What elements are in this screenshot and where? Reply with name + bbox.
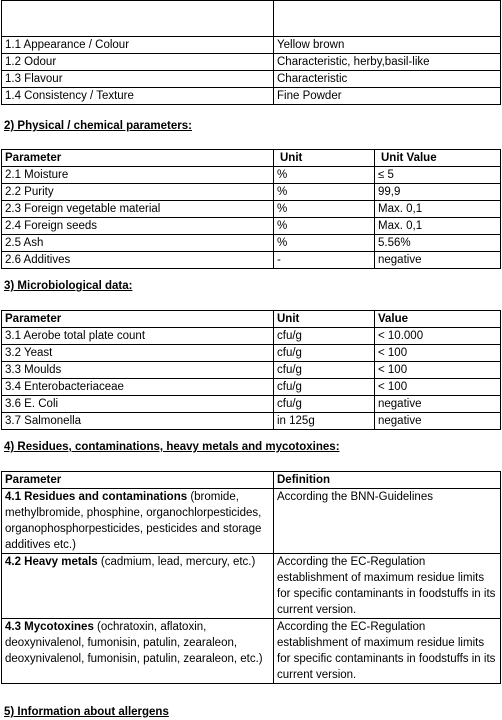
table-row [2, 554, 501, 619]
column-header: Unit [274, 150, 375, 167]
value-cell: < 10.000 [375, 328, 501, 345]
unit-cell: cfu/g [274, 396, 375, 413]
table-row [2, 413, 501, 430]
parameter-cell: 3.2 Yeast [2, 345, 274, 362]
organoleptic-table [1, 0, 501, 105]
table-row [2, 328, 501, 345]
table-row [2, 619, 501, 684]
table-row [2, 362, 501, 379]
parameter-cell: 2.2 Purity [2, 184, 274, 201]
parameter-cell: 2.1 Moisture [2, 167, 274, 184]
section-heading-residues: 4) Residues, contaminations, heavy metals and mycotoxines: [4, 441, 340, 453]
table-row [2, 235, 501, 252]
value-cell: Fine Powder [274, 88, 501, 105]
value-cell: < 100 [375, 362, 501, 379]
column-header: Definition [274, 472, 501, 489]
parameter-cell [2, 489, 274, 554]
column-header: Value [375, 311, 501, 328]
column-header: Unit [274, 311, 375, 328]
parameter-cell: 1.4 Consistency / Texture [2, 88, 274, 105]
unit-cell: cfu/g [274, 328, 375, 345]
parameter-cell: 2.5 Ash [2, 235, 274, 252]
parameter-detail: (bromide, methylbromide, phosphine, organochlorpesticides, organophosphorpesticides, pesticides and storage additives etc.) [5, 491, 262, 551]
table-row [2, 379, 501, 396]
parameter-detail: (cadmium, lead, mercury, etc.) [97, 556, 256, 568]
column-header: Parameter [2, 150, 274, 167]
parameter-cell: 2.3 Foreign vegetable material [2, 201, 274, 218]
definition-cell: According the EC-Regulation establishment of maximum residue limits for specific contaminants in foodstuffs in its current version. [274, 619, 501, 684]
parameter-cell: 2.4 Foreign seeds [2, 218, 274, 235]
unit-cell: % [274, 201, 375, 218]
unit-cell: % [274, 218, 375, 235]
unit-cell: % [274, 167, 375, 184]
table-row [2, 54, 501, 71]
value-cell: 99,9 [375, 184, 501, 201]
table-row [2, 71, 501, 88]
unit-cell: % [274, 184, 375, 201]
value-cell: Characteristic [274, 71, 501, 88]
value-cell: ≤ 5 [375, 167, 501, 184]
column-header: Parameter [2, 472, 274, 489]
parameter-cell: 3.7 Salmonella [2, 413, 274, 430]
table-row [2, 37, 501, 54]
table-row [2, 167, 501, 184]
parameter-cell [2, 554, 274, 619]
parameter-cell [2, 619, 274, 684]
value-cell: Characteristic, herby,basil-like [274, 54, 501, 71]
value-cell: < 100 [375, 379, 501, 396]
column-header: Unit Value [375, 150, 501, 167]
parameter-cell: 1.2 Odour [2, 54, 274, 71]
table-header-row [2, 150, 501, 167]
section-heading-allergens: 5) Information about allergens [4, 706, 169, 718]
section-heading-physical: 2) Physical / chemical parameters: [4, 120, 192, 132]
value-cell: negative [375, 413, 501, 430]
residues-table [1, 471, 501, 684]
value-cell: negative [375, 396, 501, 413]
table-row [2, 88, 501, 105]
value-cell: 5.56% [375, 235, 501, 252]
physical-table [1, 149, 501, 269]
value-cell: Max. 0,1 [375, 218, 501, 235]
value-cell: Yellow brown [274, 37, 501, 54]
column-header: Parameter [2, 311, 274, 328]
parameter-title: 4.3 Mycotoxines [5, 621, 94, 633]
table-row [2, 252, 501, 269]
value-cell: negative [375, 252, 501, 269]
unit-cell: cfu/g [274, 379, 375, 396]
microbiological-table [1, 310, 501, 430]
parameter-cell: 3.1 Aerobe total plate count [2, 328, 274, 345]
section-heading-microbiological: 3) Microbiological data: [4, 280, 133, 292]
value-cell: < 100 [375, 345, 501, 362]
parameter-cell: 1.1 Appearance / Colour [2, 37, 274, 54]
table-row [2, 345, 501, 362]
unit-cell: cfu/g [274, 345, 375, 362]
parameter-cell: 1.3 Flavour [2, 71, 274, 88]
empty-cell [274, 1, 501, 37]
unit-cell: in 125g [274, 413, 375, 430]
table-row [2, 184, 501, 201]
unit-cell: % [274, 235, 375, 252]
table-row [2, 1, 501, 37]
unit-cell: - [274, 252, 375, 269]
parameter-cell: 3.6 E. Coli [2, 396, 274, 413]
table-header-row [2, 311, 501, 328]
parameter-cell: 3.4 Enterobacteriaceae [2, 379, 274, 396]
parameter-title: 4.1 Residues and contaminations [5, 491, 188, 503]
table-row [2, 396, 501, 413]
table-header-row [2, 472, 501, 489]
parameter-detail: (ochratoxin, aflatoxin, deoxynivalenol, fumonisin, patulin, zearaleon, deoxynivalenol, fumonisin, patulin, zearaleon, etc.) [5, 621, 263, 665]
table-row [2, 218, 501, 235]
value-cell: Max. 0,1 [375, 201, 501, 218]
definition-cell: According the BNN-Guidelines [274, 489, 501, 554]
parameter-title: 4.2 Heavy metals [5, 556, 98, 568]
definition-cell: According the EC-Regulation establishment of maximum residue limits for specific contaminants in foodstuffs in its current version. [274, 554, 501, 619]
unit-cell: cfu/g [274, 362, 375, 379]
table-row [2, 489, 501, 554]
empty-cell [2, 1, 274, 37]
parameter-cell: 3.3 Moulds [2, 362, 274, 379]
parameter-cell: 2.6 Additives [2, 252, 274, 269]
table-row [2, 201, 501, 218]
